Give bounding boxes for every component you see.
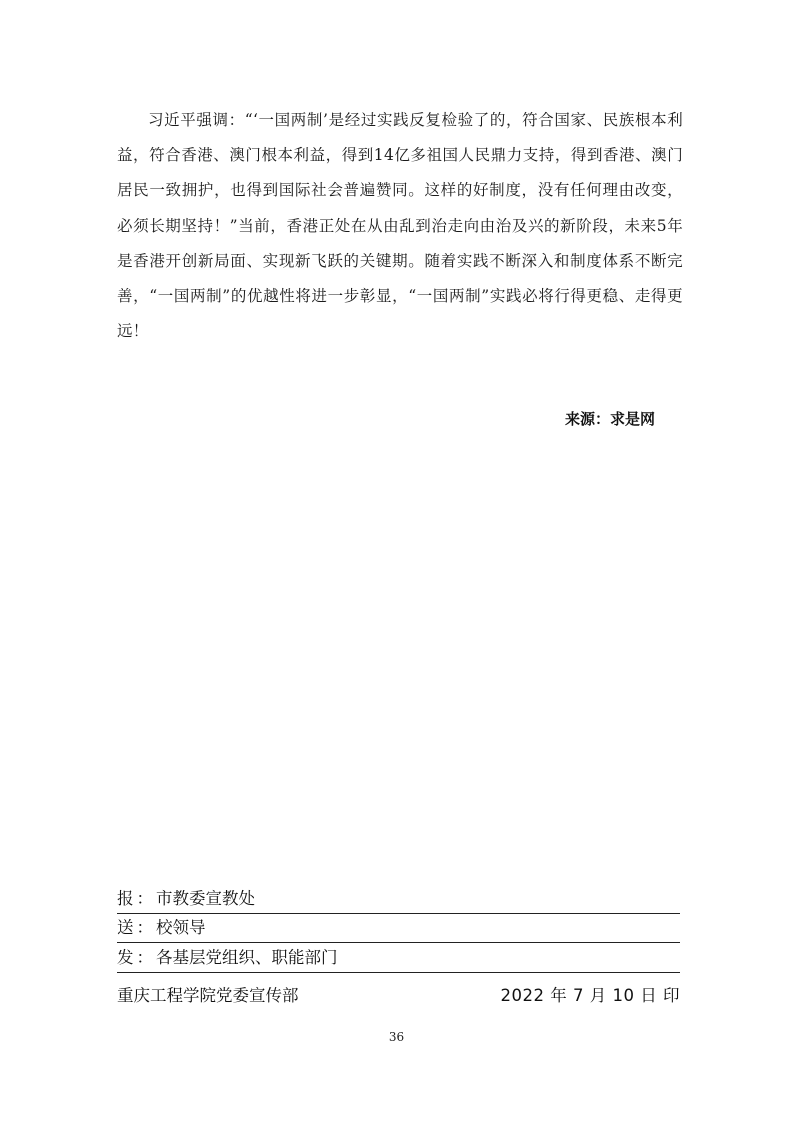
document-footer [117,983,680,1009]
issuing-organization: 重庆工程学院党委宣传部 [117,986,299,1005]
print-date: 2022 年 7 月 10 日 印 [500,986,680,1005]
distribution-report-value: 市教委宣教处 [156,889,255,908]
distribution-issue-row [117,946,680,973]
distribution-report-label: 报 [117,889,134,908]
distribution-report-separator: ： [136,889,153,908]
distribution-issue-separator: ： [136,948,153,967]
distribution-send-value: 校领导 [156,918,206,937]
distribution-issue-value: 各基层党组织、职能部门 [156,948,338,967]
distribution-send-separator: ： [136,918,153,937]
distribution-send-row [117,916,680,943]
article-source: 来源：求是网 [564,410,655,428]
distribution-issue-label: 发 [117,948,134,967]
page-number: 36 [388,1030,405,1044]
distribution-send-label: 送 [117,918,134,937]
distribution-report-row [117,887,680,914]
article-paragraph: 习近平强调：“‘一国两制’是经过实践反复检验了的，符合国家、民族根本利益，符合香港、澳门根本利益，得到14亿多祖国人民鼎力支持，得到香港、澳门居民一致拥护，也得到国际社会普遍赞同。这样的好制度，没有任何理由改变，必须长期坚持！”当前，香港正处在从由乱到治走向由治及兴的新阶段，未来5年是香港开创新局面、实现新飞跃的关键期。随着实践不断深入和制度体系不断完善，“一国两制”的优越性将进一步彰显，“一国两制”实践必将行得更稳、走得更远！ [117,111,683,341]
